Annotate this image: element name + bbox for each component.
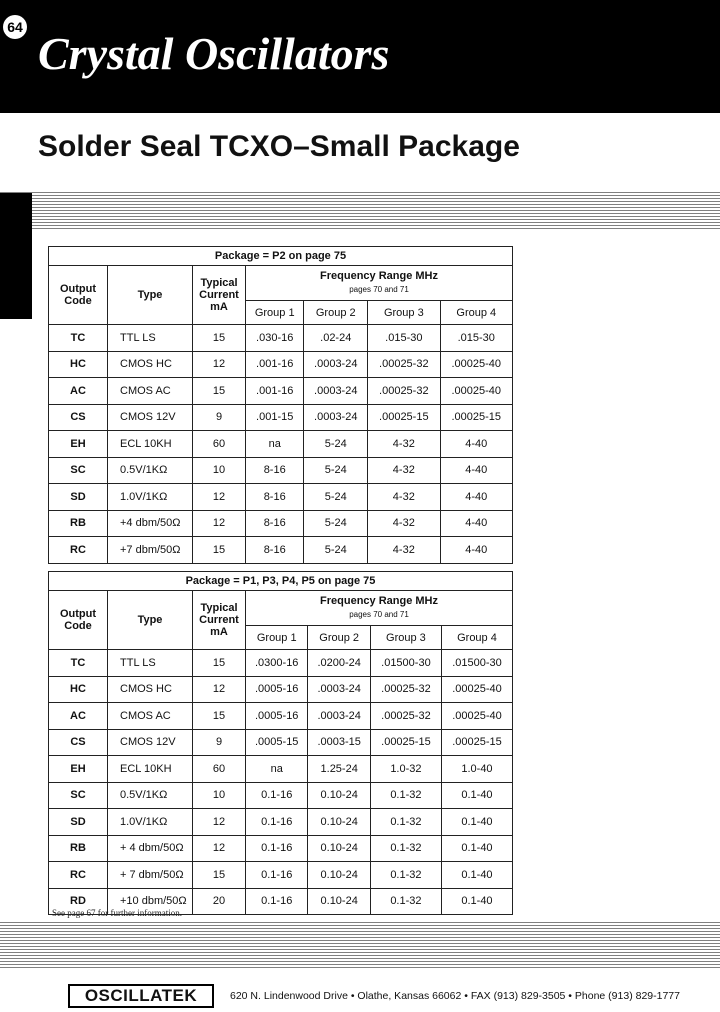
output-code-cell: AC <box>49 378 108 405</box>
group-2-cell: 0.10-24 <box>308 809 370 836</box>
group-3-cell: 0.1-32 <box>370 809 441 836</box>
table-row <box>49 862 513 889</box>
group-3-cell: .00025-32 <box>370 676 441 703</box>
group-3-cell: .015-30 <box>368 325 440 352</box>
group-1-cell: .030-16 <box>246 325 304 352</box>
group-4-cell: 1.0-40 <box>441 756 512 783</box>
table-row <box>49 351 513 378</box>
output-code-cell: SD <box>49 809 108 836</box>
group-1-cell: 8-16 <box>246 537 304 564</box>
output-code-cell: CS <box>49 729 108 756</box>
current-cell: 60 <box>193 756 246 783</box>
output-code-cell: HC <box>49 676 108 703</box>
current-cell: 12 <box>193 809 246 836</box>
group-3-header: Group 3 <box>368 301 440 325</box>
group-4-cell: .00025-40 <box>441 676 512 703</box>
group-4-cell: 0.1-40 <box>441 782 512 809</box>
table-row <box>49 650 513 677</box>
table-row <box>49 431 513 458</box>
group-1-cell: 8-16 <box>246 457 304 484</box>
group-4-cell: 4-40 <box>440 431 512 458</box>
type-cell: 1.0V/1KΩ <box>108 484 193 511</box>
group-2-cell: .0003-24 <box>308 703 370 730</box>
group-4-cell: .00025-40 <box>440 351 512 378</box>
group-2-cell: 0.10-24 <box>308 782 370 809</box>
section-side-tab <box>0 193 32 319</box>
group-2-cell: 1.25-24 <box>308 756 370 783</box>
current-cell: 15 <box>193 378 246 405</box>
pages-note: pages 70 and 71 <box>349 285 409 294</box>
table-row <box>49 378 513 405</box>
current-cell: 12 <box>193 351 246 378</box>
frequency-range-label: Frequency Range MHz <box>320 270 438 282</box>
output-code-cell: AC <box>49 703 108 730</box>
group-2-cell: .0003-24 <box>304 351 368 378</box>
current-cell: 12 <box>193 510 246 537</box>
group-1-cell: na <box>246 756 308 783</box>
output-code-cell: RB <box>49 835 108 862</box>
current-cell: 15 <box>193 862 246 889</box>
output-code-cell: HC <box>49 351 108 378</box>
group-2-cell: 5-24 <box>304 431 368 458</box>
group-4-header: Group 4 <box>440 301 512 325</box>
type-cell: +7 dbm/50Ω <box>108 537 193 564</box>
type-header: Type <box>108 591 193 650</box>
group-1-cell: .0005-15 <box>246 729 308 756</box>
group-1-cell: 0.1-16 <box>246 809 308 836</box>
group-2-cell: 5-24 <box>304 537 368 564</box>
group-4-cell: 4-40 <box>440 457 512 484</box>
type-cell: CMOS 12V <box>108 404 193 431</box>
output-code-cell: RB <box>49 510 108 537</box>
type-cell: TTL LS <box>108 325 193 352</box>
frequency-range-label: Frequency Range MHz <box>320 595 438 607</box>
output-code-cell: RC <box>49 537 108 564</box>
group-2-cell: .0200-24 <box>308 650 370 677</box>
output-code-cell: EH <box>49 756 108 783</box>
group-3-cell: 0.1-32 <box>370 862 441 889</box>
group-4-cell: 0.1-40 <box>441 809 512 836</box>
output-code-cell: CS <box>49 404 108 431</box>
group-4-cell: .01500-30 <box>441 650 512 677</box>
group-2-header: Group 2 <box>304 301 368 325</box>
group-3-cell: 4-32 <box>368 457 440 484</box>
group-1-cell: .001-15 <box>246 404 304 431</box>
type-cell: +4 dbm/50Ω <box>108 510 193 537</box>
typical-current-header: Typical Current mA <box>193 591 246 650</box>
group-2-cell: .0003-24 <box>304 404 368 431</box>
type-cell: 0.5V/1KΩ <box>108 782 193 809</box>
footnote: See page 67 for further information. <box>52 908 182 918</box>
package-label: Package = P2 on page 75 <box>49 247 513 266</box>
type-header: Type <box>108 266 193 325</box>
group-4-cell: 0.1-40 <box>441 862 512 889</box>
table-body <box>49 650 513 915</box>
table-row <box>49 537 513 564</box>
current-cell: 10 <box>193 782 246 809</box>
type-cell: + 4 dbm/50Ω <box>108 835 193 862</box>
group-2-cell: 0.10-24 <box>308 835 370 862</box>
frequency-range-header <box>246 266 513 301</box>
group-1-cell: 0.1-16 <box>246 888 308 915</box>
group-4-cell: 4-40 <box>440 484 512 511</box>
table-row <box>49 782 513 809</box>
group-3-cell: 4-32 <box>368 510 440 537</box>
group-2-cell: 0.10-24 <box>308 862 370 889</box>
page-number-badge: 64 <box>3 15 27 39</box>
current-cell: 9 <box>193 404 246 431</box>
group-1-cell: .0005-16 <box>246 703 308 730</box>
table-row <box>49 835 513 862</box>
table-row <box>49 484 513 511</box>
group-1-cell: .0005-16 <box>246 676 308 703</box>
group-3-cell: 0.1-32 <box>370 835 441 862</box>
type-cell: TTL LS <box>108 650 193 677</box>
output-code-cell: SD <box>49 484 108 511</box>
group-1-cell: na <box>246 431 304 458</box>
group-3-cell: 0.1-32 <box>370 888 441 915</box>
group-1-cell: 0.1-16 <box>246 862 308 889</box>
table-row <box>49 756 513 783</box>
table-row <box>49 703 513 730</box>
output-code-cell: TC <box>49 650 108 677</box>
spec-table-p2 <box>48 246 513 564</box>
page-subtitle: Solder Seal TCXO–Small Package <box>38 130 520 163</box>
current-cell: 15 <box>193 537 246 564</box>
group-2-header: Group 2 <box>308 626 370 650</box>
group-4-cell: .00025-40 <box>441 703 512 730</box>
group-4-cell: .00025-40 <box>440 378 512 405</box>
current-cell: 12 <box>193 835 246 862</box>
table-row <box>49 729 513 756</box>
group-3-cell: 4-32 <box>368 484 440 511</box>
group-3-cell: .00025-32 <box>370 703 441 730</box>
table-row <box>49 457 513 484</box>
table-row <box>49 809 513 836</box>
output-code-cell: SC <box>49 782 108 809</box>
pages-note: pages 70 and 71 <box>349 610 409 619</box>
group-2-cell: 5-24 <box>304 457 368 484</box>
group-2-cell: 5-24 <box>304 484 368 511</box>
type-cell: CMOS HC <box>108 351 193 378</box>
table-row <box>49 325 513 352</box>
group-3-cell: .00025-32 <box>368 378 440 405</box>
table-row <box>49 404 513 431</box>
typical-current-header: Typical Current mA <box>193 266 246 325</box>
current-cell: 10 <box>193 457 246 484</box>
current-cell: 15 <box>193 703 246 730</box>
output-code-header: Output Code <box>49 591 108 650</box>
current-cell: 15 <box>193 325 246 352</box>
table-body <box>49 325 513 564</box>
group-1-cell: 8-16 <box>246 510 304 537</box>
group-2-cell: 0.10-24 <box>308 888 370 915</box>
frequency-range-header <box>246 591 513 626</box>
current-cell: 20 <box>193 888 246 915</box>
type-cell: ECL 10KH <box>108 756 193 783</box>
group-3-cell: .00025-32 <box>368 351 440 378</box>
current-cell: 15 <box>193 650 246 677</box>
group-4-cell: .015-30 <box>440 325 512 352</box>
group-2-cell: .0003-15 <box>308 729 370 756</box>
group-3-cell: .01500-30 <box>370 650 441 677</box>
group-4-cell: 4-40 <box>440 510 512 537</box>
group-4-cell: 4-40 <box>440 537 512 564</box>
group-3-header: Group 3 <box>370 626 441 650</box>
group-4-header: Group 4 <box>441 626 512 650</box>
group-2-cell: 5-24 <box>304 510 368 537</box>
group-2-cell: .02-24 <box>304 325 368 352</box>
type-cell: + 7 dbm/50Ω <box>108 862 193 889</box>
output-code-header: Output Code <box>49 266 108 325</box>
group-1-cell: .0300-16 <box>246 650 308 677</box>
current-cell: 12 <box>193 676 246 703</box>
spec-table-p1-p3-p4-p5 <box>48 571 513 915</box>
type-cell: CMOS 12V <box>108 729 193 756</box>
halftone-band-bottom <box>0 920 720 970</box>
halftone-band-top <box>0 191 720 231</box>
group-1-header: Group 1 <box>246 626 308 650</box>
package-label: Package = P1, P3, P4, P5 on page 75 <box>49 572 513 591</box>
output-code-cell: SC <box>49 457 108 484</box>
output-code-cell: RD <box>49 888 108 915</box>
group-2-cell: .0003-24 <box>308 676 370 703</box>
group-3-cell: .00025-15 <box>370 729 441 756</box>
group-1-cell: .001-16 <box>246 378 304 405</box>
group-3-cell: .00025-15 <box>368 404 440 431</box>
group-4-cell: 0.1-40 <box>441 835 512 862</box>
type-cell: +10 dbm/50Ω <box>108 888 193 915</box>
output-code-cell: RC <box>49 862 108 889</box>
type-cell: CMOS HC <box>108 676 193 703</box>
group-1-cell: 0.1-16 <box>246 835 308 862</box>
group-1-cell: .001-16 <box>246 351 304 378</box>
output-code-cell: EH <box>49 431 108 458</box>
output-code-cell: TC <box>49 325 108 352</box>
page-title: Crystal Oscillators <box>38 28 390 79</box>
company-address: 620 N. Lindenwood Drive • Olathe, Kansas 66062 • FAX (913) 829-3505 • Phone (913) 829-1777 <box>230 990 680 1002</box>
table-row <box>49 510 513 537</box>
type-cell: 1.0V/1KΩ <box>108 809 193 836</box>
type-cell: 0.5V/1KΩ <box>108 457 193 484</box>
type-cell: CMOS AC <box>108 703 193 730</box>
group-1-cell: 8-16 <box>246 484 304 511</box>
group-3-cell: 0.1-32 <box>370 782 441 809</box>
current-cell: 12 <box>193 484 246 511</box>
current-cell: 60 <box>193 431 246 458</box>
group-3-cell: 4-32 <box>368 537 440 564</box>
table-row <box>49 676 513 703</box>
group-4-cell: .00025-15 <box>441 729 512 756</box>
group-1-cell: 0.1-16 <box>246 782 308 809</box>
group-1-header: Group 1 <box>246 301 304 325</box>
group-4-cell: 0.1-40 <box>441 888 512 915</box>
current-cell: 9 <box>193 729 246 756</box>
type-cell: CMOS AC <box>108 378 193 405</box>
oscillatek-logo: OSCILLATEK <box>68 984 214 1008</box>
group-4-cell: .00025-15 <box>440 404 512 431</box>
type-cell: ECL 10KH <box>108 431 193 458</box>
group-3-cell: 4-32 <box>368 431 440 458</box>
group-3-cell: 1.0-32 <box>370 756 441 783</box>
group-2-cell: .0003-24 <box>304 378 368 405</box>
